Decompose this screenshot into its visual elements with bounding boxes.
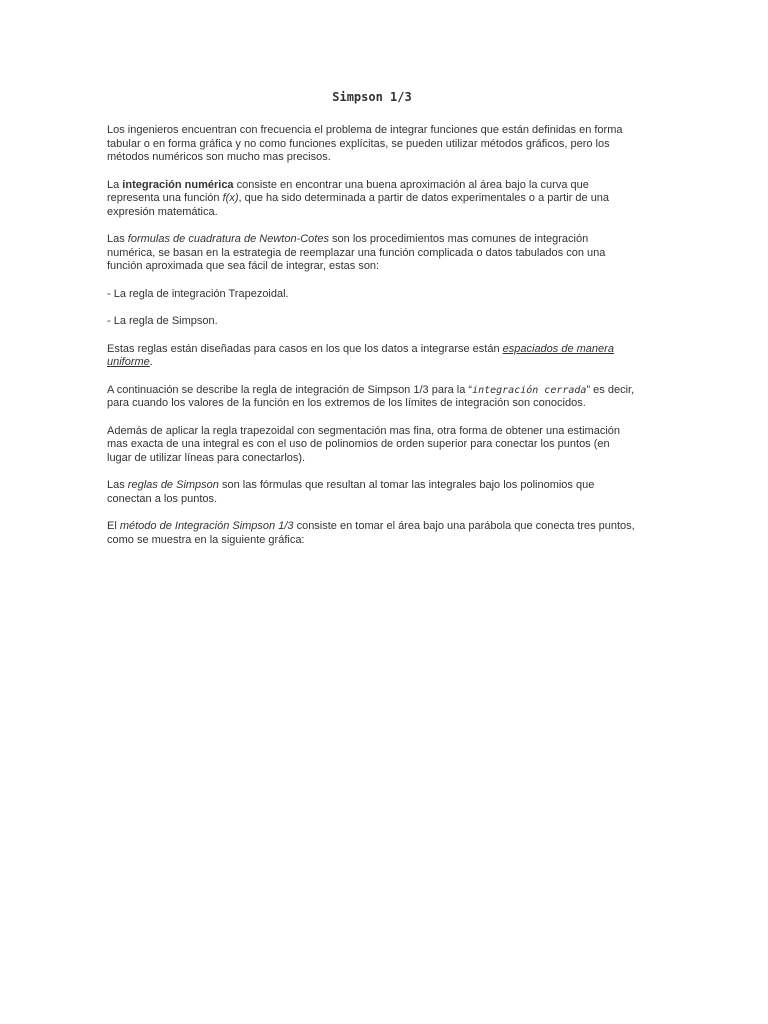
paragraph-simpson-rules bbox=[107, 479, 637, 506]
paragraph-intro-text: Los ingenieros encuentran con frecuencia el problema de integrar funciones que están definidas en forma tabular o en forma gráfica y no como funciones explícitas, se pueden utilizar métodos gráficos, pero los métodos numéricos son mucho mas precisos. bbox=[107, 124, 623, 163]
text-fragment: La bbox=[107, 178, 123, 191]
italic-term: integración cerrada bbox=[472, 384, 587, 396]
text-fragment: ” es decir, para cuando los valores de la función en los extremos de los límites de integración son conocidos. bbox=[107, 383, 635, 409]
list-item-simpson bbox=[107, 315, 637, 329]
paragraph-closed-integration bbox=[107, 384, 637, 411]
paragraph-higher-order bbox=[107, 425, 637, 466]
text-fragment: Estas reglas están diseñadas para casos en los que los datos a integrarse están bbox=[107, 342, 503, 355]
bold-term: integración numérica bbox=[122, 178, 234, 191]
text-fragment: Las bbox=[107, 233, 128, 245]
list-item-trapezoidal bbox=[107, 288, 637, 302]
paragraph-uniform-spacing bbox=[107, 343, 637, 370]
list-item-text: - La regla de integración Trapezoidal. bbox=[107, 287, 289, 300]
list-item-text: - La regla de Simpson. bbox=[107, 315, 218, 327]
text-fragment: consiste en encontrar una buena aproximación al área bajo la curva que representa una función bbox=[107, 178, 589, 204]
paragraph-intro bbox=[107, 124, 637, 165]
paragraph-newton-cotes bbox=[107, 233, 637, 274]
paragraph-numeric-integration bbox=[107, 179, 637, 220]
italic-term: formulas de cuadratura de Newton-Cotes bbox=[127, 233, 329, 245]
text-fragment: Además de aplicar la regla trapezoidal con segmentación mas fina, otra forma de obtener una estimación mas exacta de una integral es con el uso de polinomios de orden superior para conectar los puntos (en lugar de utilizar líneas para conectarlos). bbox=[107, 424, 621, 464]
text-fragment: consiste en tomar el área bajo una parábola que conecta tres puntos, como se muestra en la siguiente gráfica: bbox=[107, 520, 635, 546]
text-fragment: , que ha sido determinada a partir de datos experimentales o a partir de una expresión matemática. bbox=[107, 192, 610, 218]
italic-term: f(x) bbox=[222, 192, 239, 204]
underlined-link-text[interactable]: espaciados de manera uniforme bbox=[107, 342, 614, 368]
italic-term: reglas de Simpson bbox=[127, 479, 219, 491]
text-fragment: Las bbox=[107, 479, 128, 491]
page-title: Simpson 1/3 bbox=[332, 90, 412, 104]
text-fragment: son los procedimientos mas comunes de integración numérica, se basan en la estrategia de reemplazar una función complicada o datos tabulados con una función aproximada que sea fácil de integrar, estas son: bbox=[107, 233, 606, 272]
text-fragment: A continuación se describe la regla de integración de Simpson 1/3 para la “ bbox=[107, 383, 473, 396]
text-fragment: son las fórmulas que resultan al tomar las integrales bajo los polinomios que conectan a los puntos. bbox=[107, 479, 595, 505]
italic-term: método de Integración Simpson 1/3 bbox=[119, 520, 294, 532]
document-body bbox=[107, 124, 637, 561]
text-fragment: El bbox=[107, 520, 120, 532]
text-fragment: . bbox=[149, 356, 153, 368]
paragraph-simpson-method bbox=[107, 520, 637, 547]
